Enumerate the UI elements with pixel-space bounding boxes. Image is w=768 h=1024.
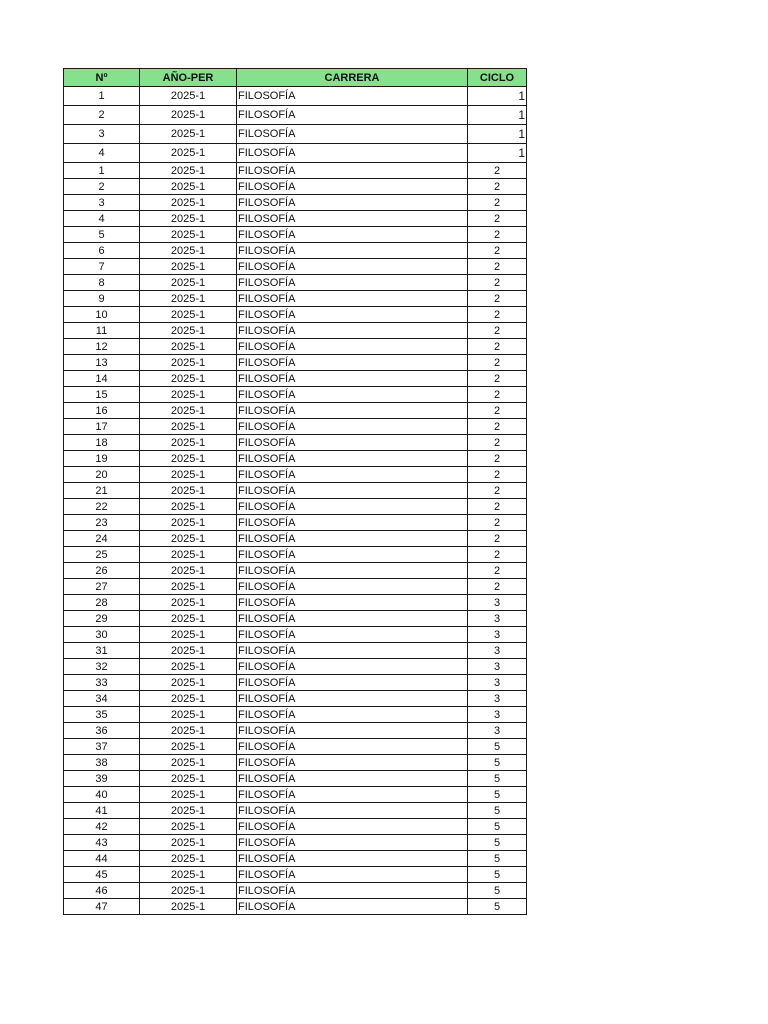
row-year-period-cell[interactable]: 2025-1 <box>140 163 237 179</box>
row-number-cell[interactable]: 6 <box>64 243 140 259</box>
row-career-cell[interactable]: FILOSOFÍA <box>237 87 468 106</box>
row-year-period-cell[interactable]: 2025-1 <box>140 771 237 787</box>
row-career-cell[interactable]: FILOSOFÍA <box>237 595 468 611</box>
table-row <box>64 387 527 403</box>
table-row <box>64 227 527 243</box>
row-cycle-cell[interactable]: 3 <box>468 691 527 707</box>
row-number-cell[interactable]: 39 <box>64 771 140 787</box>
table-row <box>64 867 527 883</box>
row-year-period-cell[interactable]: 2025-1 <box>140 419 237 435</box>
row-cycle-cell[interactable]: 2 <box>468 387 527 403</box>
row-number-cell[interactable]: 18 <box>64 435 140 451</box>
row-cycle-cell[interactable]: 5 <box>468 739 527 755</box>
row-career-cell[interactable]: FILOSOFÍA <box>237 835 468 851</box>
row-number-cell[interactable]: 13 <box>64 355 140 371</box>
row-number-cell[interactable]: 19 <box>64 451 140 467</box>
header-number: Nº <box>64 69 140 87</box>
row-cycle-cell[interactable]: 1 <box>468 144 527 163</box>
row-career-cell[interactable]: FILOSOFÍA <box>237 707 468 723</box>
row-cycle-cell[interactable]: 2 <box>468 451 527 467</box>
table-row <box>64 355 527 371</box>
row-number-cell[interactable]: 45 <box>64 867 140 883</box>
table-row <box>64 195 527 211</box>
row-cycle-cell[interactable]: 2 <box>468 531 527 547</box>
row-year-period-cell[interactable]: 2025-1 <box>140 691 237 707</box>
row-number-cell[interactable]: 36 <box>64 723 140 739</box>
row-cycle-cell[interactable]: 5 <box>468 803 527 819</box>
row-number-cell[interactable]: 26 <box>64 563 140 579</box>
row-year-period-cell[interactable]: 2025-1 <box>140 851 237 867</box>
table-row <box>64 851 527 867</box>
row-number-cell[interactable]: 20 <box>64 467 140 483</box>
row-career-cell[interactable]: FILOSOFÍA <box>237 755 468 771</box>
row-cycle-cell[interactable]: 5 <box>468 755 527 771</box>
row-career-cell[interactable]: FILOSOFÍA <box>237 499 468 515</box>
row-number-cell[interactable]: 43 <box>64 835 140 851</box>
table-row <box>64 144 527 163</box>
row-career-cell[interactable]: FILOSOFÍA <box>237 355 468 371</box>
table-row <box>64 771 527 787</box>
table-row <box>64 87 527 106</box>
row-year-period-cell[interactable]: 2025-1 <box>140 243 237 259</box>
table-row <box>64 707 527 723</box>
row-number-cell[interactable]: 33 <box>64 675 140 691</box>
row-cycle-cell[interactable]: 2 <box>468 355 527 371</box>
table-row <box>64 835 527 851</box>
row-cycle-cell[interactable]: 2 <box>468 259 527 275</box>
row-career-cell[interactable]: FILOSOFÍA <box>237 819 468 835</box>
table-row <box>64 627 527 643</box>
row-year-period-cell[interactable]: 2025-1 <box>140 106 237 125</box>
row-career-cell[interactable]: FILOSOFÍA <box>237 739 468 755</box>
row-career-cell[interactable]: FILOSOFÍA <box>237 803 468 819</box>
row-career-cell[interactable]: FILOSOFÍA <box>237 899 468 915</box>
table-row <box>64 595 527 611</box>
row-number-cell[interactable]: 31 <box>64 643 140 659</box>
table-header <box>64 69 527 87</box>
row-cycle-cell[interactable]: 5 <box>468 899 527 915</box>
table-row <box>64 547 527 563</box>
row-year-period-cell[interactable]: 2025-1 <box>140 707 237 723</box>
row-year-period-cell[interactable]: 2025-1 <box>140 867 237 883</box>
row-cycle-cell[interactable]: 2 <box>468 179 527 195</box>
row-year-period-cell[interactable]: 2025-1 <box>140 835 237 851</box>
row-number-cell[interactable]: 17 <box>64 419 140 435</box>
row-career-cell[interactable]: FILOSOFÍA <box>237 387 468 403</box>
row-year-period-cell[interactable]: 2025-1 <box>140 291 237 307</box>
row-year-period-cell[interactable]: 2025-1 <box>140 819 237 835</box>
table-row <box>64 675 527 691</box>
row-cycle-cell[interactable]: 1 <box>468 125 527 144</box>
row-cycle-cell[interactable]: 2 <box>468 435 527 451</box>
row-cycle-cell[interactable]: 2 <box>468 291 527 307</box>
row-career-cell[interactable]: FILOSOFÍA <box>237 323 468 339</box>
row-career-cell[interactable]: FILOSOFÍA <box>237 627 468 643</box>
row-number-cell[interactable]: 34 <box>64 691 140 707</box>
table-row <box>64 659 527 675</box>
row-number-cell[interactable]: 10 <box>64 307 140 323</box>
row-year-period-cell[interactable]: 2025-1 <box>140 611 237 627</box>
row-number-cell[interactable]: 3 <box>64 125 140 144</box>
data-table <box>63 68 527 915</box>
table-row <box>64 125 527 144</box>
row-number-cell[interactable]: 12 <box>64 339 140 355</box>
table-row <box>64 643 527 659</box>
row-career-cell[interactable]: FILOSOFÍA <box>237 851 468 867</box>
table-row <box>64 611 527 627</box>
row-career-cell[interactable]: FILOSOFÍA <box>237 579 468 595</box>
row-year-period-cell[interactable]: 2025-1 <box>140 739 237 755</box>
row-year-period-cell[interactable]: 2025-1 <box>140 787 237 803</box>
row-cycle-cell[interactable]: 2 <box>468 563 527 579</box>
row-cycle-cell[interactable]: 2 <box>468 467 527 483</box>
row-career-cell[interactable]: FILOSOFÍA <box>237 106 468 125</box>
row-year-period-cell[interactable]: 2025-1 <box>140 659 237 675</box>
row-career-cell[interactable]: FILOSOFÍA <box>237 691 468 707</box>
row-career-cell[interactable]: FILOSOFÍA <box>237 144 468 163</box>
row-year-period-cell[interactable]: 2025-1 <box>140 755 237 771</box>
row-cycle-cell[interactable]: 2 <box>468 211 527 227</box>
row-cycle-cell[interactable]: 2 <box>468 195 527 211</box>
row-cycle-cell[interactable]: 1 <box>468 106 527 125</box>
row-career-cell[interactable]: FILOSOFÍA <box>237 339 468 355</box>
row-year-period-cell[interactable]: 2025-1 <box>140 883 237 899</box>
row-cycle-cell[interactable]: 2 <box>468 243 527 259</box>
table-row <box>64 163 527 179</box>
row-cycle-cell[interactable]: 2 <box>468 323 527 339</box>
table-row <box>64 403 527 419</box>
table-row <box>64 106 527 125</box>
row-number-cell[interactable]: 32 <box>64 659 140 675</box>
table-row <box>64 291 527 307</box>
row-cycle-cell[interactable]: 2 <box>468 339 527 355</box>
table-row <box>64 243 527 259</box>
row-career-cell[interactable]: FILOSOFÍA <box>237 403 468 419</box>
row-cycle-cell[interactable]: 2 <box>468 371 527 387</box>
row-career-cell[interactable]: FILOSOFÍA <box>237 883 468 899</box>
table-row <box>64 563 527 579</box>
row-number-cell[interactable]: 42 <box>64 819 140 835</box>
row-career-cell[interactable]: FILOSOFÍA <box>237 243 468 259</box>
row-number-cell[interactable]: 14 <box>64 371 140 387</box>
table-row <box>64 275 527 291</box>
table-row <box>64 723 527 739</box>
row-number-cell[interactable]: 9 <box>64 291 140 307</box>
row-year-period-cell[interactable]: 2025-1 <box>140 355 237 371</box>
row-career-cell[interactable]: FILOSOFÍA <box>237 435 468 451</box>
table-body <box>64 87 527 915</box>
row-year-period-cell[interactable]: 2025-1 <box>140 899 237 915</box>
row-number-cell[interactable]: 2 <box>64 106 140 125</box>
row-year-period-cell[interactable]: 2025-1 <box>140 323 237 339</box>
table-row <box>64 787 527 803</box>
row-year-period-cell[interactable]: 2025-1 <box>140 803 237 819</box>
row-number-cell[interactable]: 4 <box>64 144 140 163</box>
row-career-cell[interactable]: FILOSOFÍA <box>237 867 468 883</box>
row-cycle-cell[interactable]: 2 <box>468 275 527 291</box>
row-cycle-cell[interactable]: 1 <box>468 87 527 106</box>
row-number-cell[interactable]: 8 <box>64 275 140 291</box>
row-career-cell[interactable]: FILOSOFÍA <box>237 643 468 659</box>
row-number-cell[interactable]: 44 <box>64 851 140 867</box>
row-cycle-cell[interactable]: 2 <box>468 515 527 531</box>
table-row <box>64 531 527 547</box>
row-cycle-cell[interactable]: 3 <box>468 707 527 723</box>
table-row <box>64 307 527 323</box>
row-career-cell[interactable]: FILOSOFÍA <box>237 179 468 195</box>
row-cycle-cell[interactable]: 2 <box>468 307 527 323</box>
header-cycle: CICLO <box>468 69 527 87</box>
row-year-period-cell[interactable]: 2025-1 <box>140 451 237 467</box>
row-number-cell[interactable]: 4 <box>64 211 140 227</box>
row-year-period-cell[interactable]: 2025-1 <box>140 227 237 243</box>
row-cycle-cell[interactable]: 3 <box>468 627 527 643</box>
table-row <box>64 483 527 499</box>
row-career-cell[interactable]: FILOSOFÍA <box>237 419 468 435</box>
row-year-period-cell[interactable]: 2025-1 <box>140 467 237 483</box>
row-number-cell[interactable]: 5 <box>64 227 140 243</box>
row-number-cell[interactable]: 40 <box>64 787 140 803</box>
row-career-cell[interactable]: FILOSOFÍA <box>237 195 468 211</box>
row-number-cell[interactable]: 35 <box>64 707 140 723</box>
row-year-period-cell[interactable]: 2025-1 <box>140 547 237 563</box>
header-career: CARRERA <box>237 69 468 87</box>
table-row <box>64 339 527 355</box>
row-year-period-cell[interactable]: 2025-1 <box>140 144 237 163</box>
row-cycle-cell[interactable]: 2 <box>468 419 527 435</box>
row-year-period-cell[interactable]: 2025-1 <box>140 179 237 195</box>
table-row <box>64 899 527 915</box>
row-number-cell[interactable]: 11 <box>64 323 140 339</box>
row-career-cell[interactable]: FILOSOFÍA <box>237 291 468 307</box>
table-row <box>64 435 527 451</box>
row-career-cell[interactable]: FILOSOFÍA <box>237 227 468 243</box>
row-number-cell[interactable]: 22 <box>64 499 140 515</box>
row-year-period-cell[interactable]: 2025-1 <box>140 371 237 387</box>
row-cycle-cell[interactable]: 3 <box>468 723 527 739</box>
row-career-cell[interactable]: FILOSOFÍA <box>237 211 468 227</box>
table-row <box>64 499 527 515</box>
row-number-cell[interactable]: 25 <box>64 547 140 563</box>
row-career-cell[interactable]: FILOSOFÍA <box>237 275 468 291</box>
table-row <box>64 739 527 755</box>
header-row <box>64 69 527 87</box>
row-year-period-cell[interactable]: 2025-1 <box>140 387 237 403</box>
row-cycle-cell[interactable]: 2 <box>468 579 527 595</box>
row-career-cell[interactable]: FILOSOFÍA <box>237 563 468 579</box>
row-cycle-cell[interactable]: 3 <box>468 611 527 627</box>
row-year-period-cell[interactable]: 2025-1 <box>140 483 237 499</box>
row-career-cell[interactable]: FILOSOFÍA <box>237 787 468 803</box>
row-number-cell[interactable]: 1 <box>64 87 140 106</box>
row-number-cell[interactable]: 23 <box>64 515 140 531</box>
row-year-period-cell[interactable]: 2025-1 <box>140 195 237 211</box>
row-year-period-cell[interactable]: 2025-1 <box>140 675 237 691</box>
row-number-cell[interactable]: 15 <box>64 387 140 403</box>
table-row <box>64 211 527 227</box>
row-career-cell[interactable]: FILOSOFÍA <box>237 531 468 547</box>
row-number-cell[interactable]: 7 <box>64 259 140 275</box>
row-number-cell[interactable]: 3 <box>64 195 140 211</box>
row-cycle-cell[interactable]: 3 <box>468 659 527 675</box>
table-row <box>64 467 527 483</box>
row-career-cell[interactable]: FILOSOFÍA <box>237 771 468 787</box>
row-year-period-cell[interactable]: 2025-1 <box>140 125 237 144</box>
row-cycle-cell[interactable]: 2 <box>468 403 527 419</box>
row-number-cell[interactable]: 27 <box>64 579 140 595</box>
table-row <box>64 323 527 339</box>
row-number-cell[interactable]: 16 <box>64 403 140 419</box>
header-year-period: AÑO-PER <box>140 69 237 87</box>
row-number-cell[interactable]: 41 <box>64 803 140 819</box>
row-career-cell[interactable]: FILOSOFÍA <box>237 483 468 499</box>
row-number-cell[interactable]: 30 <box>64 627 140 643</box>
row-year-period-cell[interactable]: 2025-1 <box>140 579 237 595</box>
table-row <box>64 691 527 707</box>
row-year-period-cell[interactable]: 2025-1 <box>140 531 237 547</box>
row-cycle-cell[interactable]: 5 <box>468 787 527 803</box>
row-cycle-cell[interactable]: 2 <box>468 483 527 499</box>
row-year-period-cell[interactable]: 2025-1 <box>140 275 237 291</box>
row-career-cell[interactable]: FILOSOFÍA <box>237 611 468 627</box>
row-number-cell[interactable]: 2 <box>64 179 140 195</box>
row-year-period-cell[interactable]: 2025-1 <box>140 515 237 531</box>
row-year-period-cell[interactable]: 2025-1 <box>140 435 237 451</box>
row-career-cell[interactable]: FILOSOFÍA <box>237 125 468 144</box>
table-row <box>64 579 527 595</box>
row-number-cell[interactable]: 37 <box>64 739 140 755</box>
row-cycle-cell[interactable]: 2 <box>468 163 527 179</box>
row-cycle-cell[interactable]: 2 <box>468 227 527 243</box>
row-year-period-cell[interactable]: 2025-1 <box>140 723 237 739</box>
table-row <box>64 883 527 899</box>
row-career-cell[interactable]: FILOSOFÍA <box>237 259 468 275</box>
table-row <box>64 451 527 467</box>
row-career-cell[interactable]: FILOSOFÍA <box>237 515 468 531</box>
row-year-period-cell[interactable]: 2025-1 <box>140 643 237 659</box>
row-cycle-cell[interactable]: 5 <box>468 867 527 883</box>
row-number-cell[interactable]: 29 <box>64 611 140 627</box>
row-cycle-cell[interactable]: 5 <box>468 851 527 867</box>
row-cycle-cell[interactable]: 5 <box>468 835 527 851</box>
row-year-period-cell[interactable]: 2025-1 <box>140 563 237 579</box>
row-year-period-cell[interactable]: 2025-1 <box>140 259 237 275</box>
row-year-period-cell[interactable]: 2025-1 <box>140 627 237 643</box>
row-number-cell[interactable]: 24 <box>64 531 140 547</box>
row-number-cell[interactable]: 46 <box>64 883 140 899</box>
row-career-cell[interactable]: FILOSOFÍA <box>237 371 468 387</box>
row-career-cell[interactable]: FILOSOFÍA <box>237 467 468 483</box>
row-number-cell[interactable]: 38 <box>64 755 140 771</box>
row-number-cell[interactable]: 47 <box>64 899 140 915</box>
table-row <box>64 803 527 819</box>
row-career-cell[interactable]: FILOSOFÍA <box>237 547 468 563</box>
table-row <box>64 515 527 531</box>
row-year-period-cell[interactable]: 2025-1 <box>140 499 237 515</box>
table-row <box>64 179 527 195</box>
row-year-period-cell[interactable]: 2025-1 <box>140 307 237 323</box>
row-year-period-cell[interactable]: 2025-1 <box>140 403 237 419</box>
row-career-cell[interactable]: FILOSOFÍA <box>237 307 468 323</box>
row-number-cell[interactable]: 28 <box>64 595 140 611</box>
row-number-cell[interactable]: 1 <box>64 163 140 179</box>
row-cycle-cell[interactable]: 5 <box>468 883 527 899</box>
row-year-period-cell[interactable]: 2025-1 <box>140 339 237 355</box>
table-row <box>64 419 527 435</box>
row-career-cell[interactable]: FILOSOFÍA <box>237 163 468 179</box>
row-career-cell[interactable]: FILOSOFÍA <box>237 451 468 467</box>
row-cycle-cell[interactable]: 3 <box>468 595 527 611</box>
row-career-cell[interactable]: FILOSOFÍA <box>237 675 468 691</box>
table-row <box>64 259 527 275</box>
table-row <box>64 371 527 387</box>
row-cycle-cell[interactable]: 5 <box>468 771 527 787</box>
row-cycle-cell[interactable]: 2 <box>468 499 527 515</box>
table-row <box>64 819 527 835</box>
row-cycle-cell[interactable]: 3 <box>468 643 527 659</box>
row-career-cell[interactable]: FILOSOFÍA <box>237 659 468 675</box>
row-year-period-cell[interactable]: 2025-1 <box>140 595 237 611</box>
row-year-period-cell[interactable]: 2025-1 <box>140 211 237 227</box>
row-number-cell[interactable]: 21 <box>64 483 140 499</box>
row-cycle-cell[interactable]: 2 <box>468 547 527 563</box>
table-row <box>64 755 527 771</box>
row-cycle-cell[interactable]: 5 <box>468 819 527 835</box>
row-year-period-cell[interactable]: 2025-1 <box>140 87 237 106</box>
row-career-cell[interactable]: FILOSOFÍA <box>237 723 468 739</box>
row-cycle-cell[interactable]: 3 <box>468 675 527 691</box>
